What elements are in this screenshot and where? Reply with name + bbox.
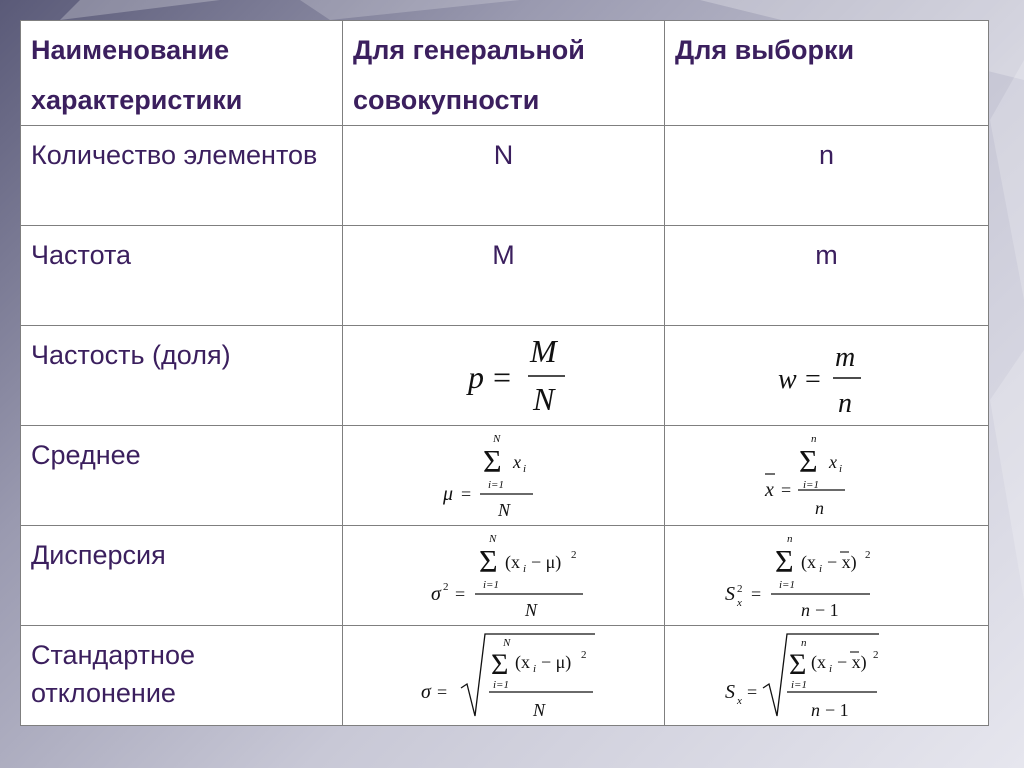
svg-text:=: = <box>781 480 792 500</box>
formula-sx <box>665 626 989 726</box>
svg-text:σ: σ <box>431 583 441 605</box>
svg-text:2: 2 <box>865 549 871 561</box>
svg-text:μ: μ <box>443 483 454 505</box>
table-row <box>21 626 989 726</box>
svg-text:N: N <box>489 533 497 545</box>
svg-text:Σ: Σ <box>483 443 502 479</box>
svg-text:w: w <box>778 364 797 395</box>
formula-sigma <box>343 626 665 726</box>
header-name: Наименование характеристики <box>21 21 343 126</box>
formula-x-bar <box>665 426 989 526</box>
svg-text:2: 2 <box>571 549 577 561</box>
svg-text:i=1: i=1 <box>488 479 504 491</box>
table-row <box>21 126 989 226</box>
header-sample: Для выборки <box>665 21 989 126</box>
population-value: M <box>343 226 665 326</box>
sample-formula-proportion <box>665 326 989 426</box>
svg-text:Σ: Σ <box>491 648 509 681</box>
svg-text:=: = <box>461 484 472 504</box>
svg-text:2: 2 <box>873 649 879 661</box>
svg-text:− x): − x) <box>837 652 867 672</box>
svg-text:Σ: Σ <box>775 543 794 579</box>
svg-text:− μ): − μ) <box>541 652 572 672</box>
svg-text:− 1: − 1 <box>815 600 839 620</box>
svg-text:2: 2 <box>581 649 587 661</box>
table-row <box>21 426 989 526</box>
svg-text:p: p <box>468 359 484 395</box>
svg-text:n: n <box>815 498 824 518</box>
svg-text:n: n <box>811 433 817 445</box>
formula-p-equals-M-over-N <box>343 326 665 426</box>
svg-text:S: S <box>725 681 735 703</box>
table-row <box>21 226 989 326</box>
svg-text:Σ: Σ <box>789 648 807 681</box>
svg-text:M: M <box>530 333 557 369</box>
svg-text:S: S <box>725 583 735 605</box>
svg-text:=: = <box>751 584 762 604</box>
svg-text:(x: (x <box>811 652 826 672</box>
svg-text:x: x <box>765 479 774 501</box>
svg-text:n: n <box>801 600 810 620</box>
formula-sx-squared <box>665 526 989 626</box>
svg-text:− μ): − μ) <box>531 552 562 572</box>
svg-text:i=1: i=1 <box>493 679 509 691</box>
row-label: Количество элементов <box>21 126 343 226</box>
svg-text:n: n <box>787 533 793 545</box>
row-label: Частость (доля) <box>21 326 343 426</box>
svg-text:N: N <box>498 500 511 520</box>
row-label: Частота <box>21 226 343 326</box>
svg-text:x: x <box>737 597 742 609</box>
formula-sigma-squared <box>343 526 665 626</box>
row-label: Дисперсия <box>21 526 343 626</box>
svg-text:i: i <box>533 663 537 675</box>
svg-text:=: = <box>455 584 466 604</box>
svg-text:(x: (x <box>515 652 530 672</box>
svg-text:i: i <box>523 563 527 575</box>
svg-text:− 1: − 1 <box>825 700 849 720</box>
svg-text:i: i <box>819 563 823 575</box>
svg-text:(x: (x <box>505 552 520 572</box>
svg-text:N: N <box>525 600 538 620</box>
svg-text:i: i <box>829 663 833 675</box>
svg-text:N: N <box>493 433 501 445</box>
sample-formula-mean <box>665 426 989 526</box>
row-label: Среднее <box>21 426 343 526</box>
svg-text:i: i <box>523 463 527 475</box>
sample-value: m <box>665 226 989 326</box>
sample-value: n <box>665 126 989 226</box>
svg-text:x: x <box>829 452 837 472</box>
formula-mu <box>343 426 665 526</box>
population-formula-std <box>343 626 665 726</box>
svg-text:− x): − x) <box>827 552 857 572</box>
svg-text:2: 2 <box>443 581 449 593</box>
header-row <box>21 21 989 126</box>
table-row <box>21 526 989 626</box>
svg-text:i=1: i=1 <box>779 579 795 591</box>
header-population: Для генеральной совокупности <box>343 21 665 126</box>
svg-text:i=1: i=1 <box>483 579 499 591</box>
svg-text:(x: (x <box>801 552 816 572</box>
statistics-table <box>20 20 989 726</box>
svg-text:N: N <box>503 637 511 649</box>
sample-formula-variance <box>665 526 989 626</box>
svg-text:=: = <box>747 682 758 702</box>
population-formula-proportion <box>343 326 665 426</box>
svg-text:N: N <box>533 700 546 720</box>
formula-w-equals-m-over-n <box>665 326 989 426</box>
svg-text:i=1: i=1 <box>791 679 807 691</box>
svg-text:n: n <box>811 700 820 720</box>
table-row <box>21 326 989 426</box>
svg-text:m: m <box>835 342 856 373</box>
svg-text:n: n <box>801 637 807 649</box>
svg-text:2: 2 <box>737 583 743 595</box>
svg-text:i=1: i=1 <box>803 479 819 491</box>
population-value: N <box>343 126 665 226</box>
svg-text:x: x <box>513 452 521 472</box>
population-formula-mean <box>343 426 665 526</box>
svg-text:=: = <box>805 364 821 395</box>
svg-text:Σ: Σ <box>479 543 498 579</box>
svg-text:σ: σ <box>421 681 431 703</box>
row-label: Стандартное отклонение <box>21 626 343 726</box>
svg-text:Σ: Σ <box>799 443 818 479</box>
svg-text:i: i <box>839 463 843 475</box>
population-formula-variance <box>343 526 665 626</box>
svg-text:N: N <box>533 381 555 417</box>
svg-text:=: = <box>493 359 512 395</box>
svg-text:x: x <box>737 695 742 707</box>
svg-text:=: = <box>437 682 448 702</box>
sample-formula-std <box>665 626 989 726</box>
svg-text:n: n <box>838 388 852 419</box>
